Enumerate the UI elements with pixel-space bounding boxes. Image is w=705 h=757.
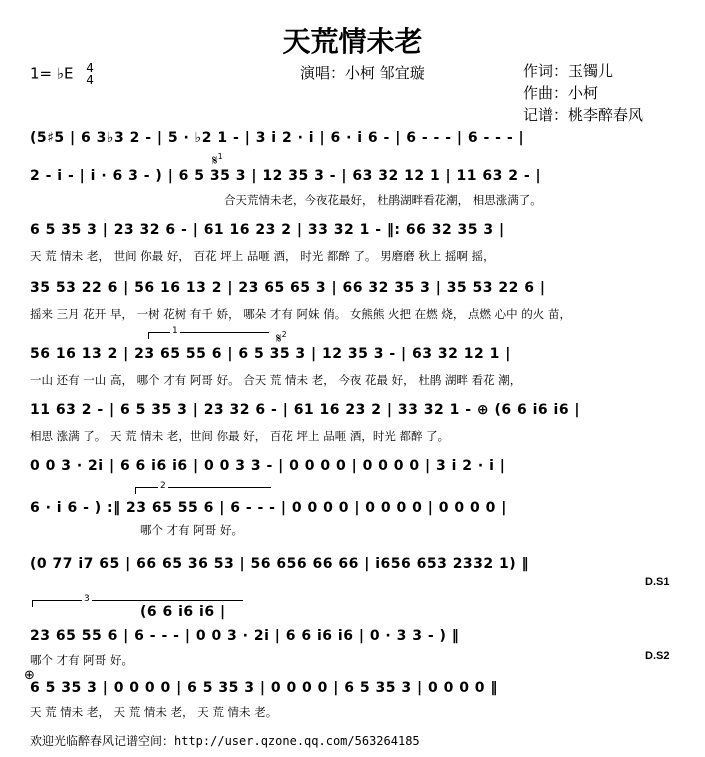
lyrics-row-4: 摇来 三月 花开 早， 一树 花树 有千 娇， 哪朵 才有 阿妹 俏。 女熊熊 火把 在燃 烧， 点燃 心中 的火 苗， [30, 307, 571, 321]
segno-mark-2: 𝄋$^2$ [276, 330, 287, 347]
time-sig-top: 4 [86, 61, 94, 75]
volta-1-label: 1 [172, 326, 178, 336]
volta-2-label: 2 [160, 481, 166, 491]
lyrics-row-11: 哪个 才有 阿哥 好。 [30, 653, 133, 667]
lyricist: 作词：玉镯儿 [523, 62, 614, 80]
lyrics-row-3: 天 荒 情未 老， 世间 你最 好， 百花 坪上 品咂 酒， 时光 都醉 了。 男磨磨 秋上 摇啊 摇， [30, 249, 495, 263]
singers: 演唱：小柯 邹宜璇 [300, 64, 425, 82]
notation-row-7: 0 0 3 · 2i | 6 6 i6 i6 | 0 0 3 3 - | 0 0 0 0 | 0 0 0 0 | 3 i 2 · i | [30, 458, 506, 474]
time-signature [86, 62, 94, 86]
lyrics-row-2: 合天荒情未老，今夜花最好， 杜鹃湖畔看花潮， 相思涨满了。 [224, 193, 542, 207]
notation-row-1: (5♯5 | 6 3♭3 2 - | 5 · ♭2 1 - | 3 i 2 · i | 6 · i 6 - | 6 - - - | 6 - - - | [30, 130, 525, 146]
notation-row-4: 35 53 22 6 | 56 16 13 2 | 23 65 65 3 | 66 32 35 3 | 35 53 22 6 | [30, 280, 546, 296]
lyrics-row-8: 哪个 才有 阿哥 好。 [140, 523, 243, 537]
segno-mark-1: 𝄋$^1$ [212, 152, 223, 169]
notation-row-9: (0 77 i7 65 | 66 65 36 53 | 56 656 66 66 | i656 653 2332 1) ‖ [30, 556, 530, 572]
footer-note: 欢迎光临醉春风记谱空间：http://user.qzone.qq.com/563264185 [30, 734, 420, 748]
notation-row-8: 6 · i 6 - ) :‖ 23 65 55 6 | 6 - - - | 0 0 0 0 | 0 0 0 0 | 0 0 0 0 | [30, 500, 507, 516]
notation-row-10: (6 6 i6 i6 | [140, 604, 226, 620]
volta-3-label: 3 [84, 594, 90, 604]
composer: 作曲：小柯 [523, 84, 599, 102]
ds1-mark: D.S1 [645, 576, 670, 588]
key-label: 1= ♭E [30, 64, 74, 83]
lyrics-row-12: 天 荒 情未 老， 天 荒 情未 老， 天 荒 情未 老。 [30, 705, 278, 719]
ds2-mark: D.S2 [645, 650, 670, 662]
time-sig-bottom: 4 [86, 73, 94, 87]
volta-2-bracket [135, 487, 271, 494]
notation-row-12: 6 5 35 3 | 0 0 0 0 | 6 5 35 3 | 0 0 0 0 | 6 5 35 3 | 0 0 0 0 ‖ [30, 680, 498, 696]
notation-row-2: 2 - i - | i · 6 3 - ) | 6 5 35 3 | 12 35 3 - | 63 32 12 1 | 11 63 2 - | [30, 168, 542, 184]
lyrics-row-6: 相思 涨满 了。 天 荒 情未 老，世间 你最 好， 百花 坪上 品咂 酒，时光 都醉 了。 [30, 429, 450, 443]
volta-1-bracket [148, 332, 269, 339]
coda-mark: ⊕ [24, 668, 35, 683]
transcriber: 记谱：桃李醉春风 [523, 106, 644, 124]
notation-row-5: 56 16 13 2 | 23 65 55 6 | 6 5 35 3 | 12 35 3 - | 63 32 12 1 | [30, 346, 511, 362]
key-signature [30, 62, 94, 86]
notation-row-11: 23 65 55 6 | 6 - - - | 0 0 3 · 2i | 6 6 i6 i6 | 0 · 3 3 - ) ‖ [30, 628, 460, 644]
lyrics-row-5: 一山 还有 一山 高， 哪个 才有 阿哥 好。 合天 荒 情未 老， 今夜 花最 好， 杜鹃 湖畔 看花 潮， [30, 373, 522, 387]
notation-row-3: 6 5 35 3 | 23 32 6 - | 61 16 23 2 | 33 32 1 - ‖: 66 32 35 3 | [30, 222, 505, 238]
credits [523, 60, 643, 126]
notation-row-6: 11 63 2 - | 6 5 35 3 | 23 32 6 - | 61 16 23 2 | 33 32 1 - ⊕ (6 6 i6 i6 | [30, 402, 581, 418]
song-title: 天荒情未老 [282, 25, 423, 58]
